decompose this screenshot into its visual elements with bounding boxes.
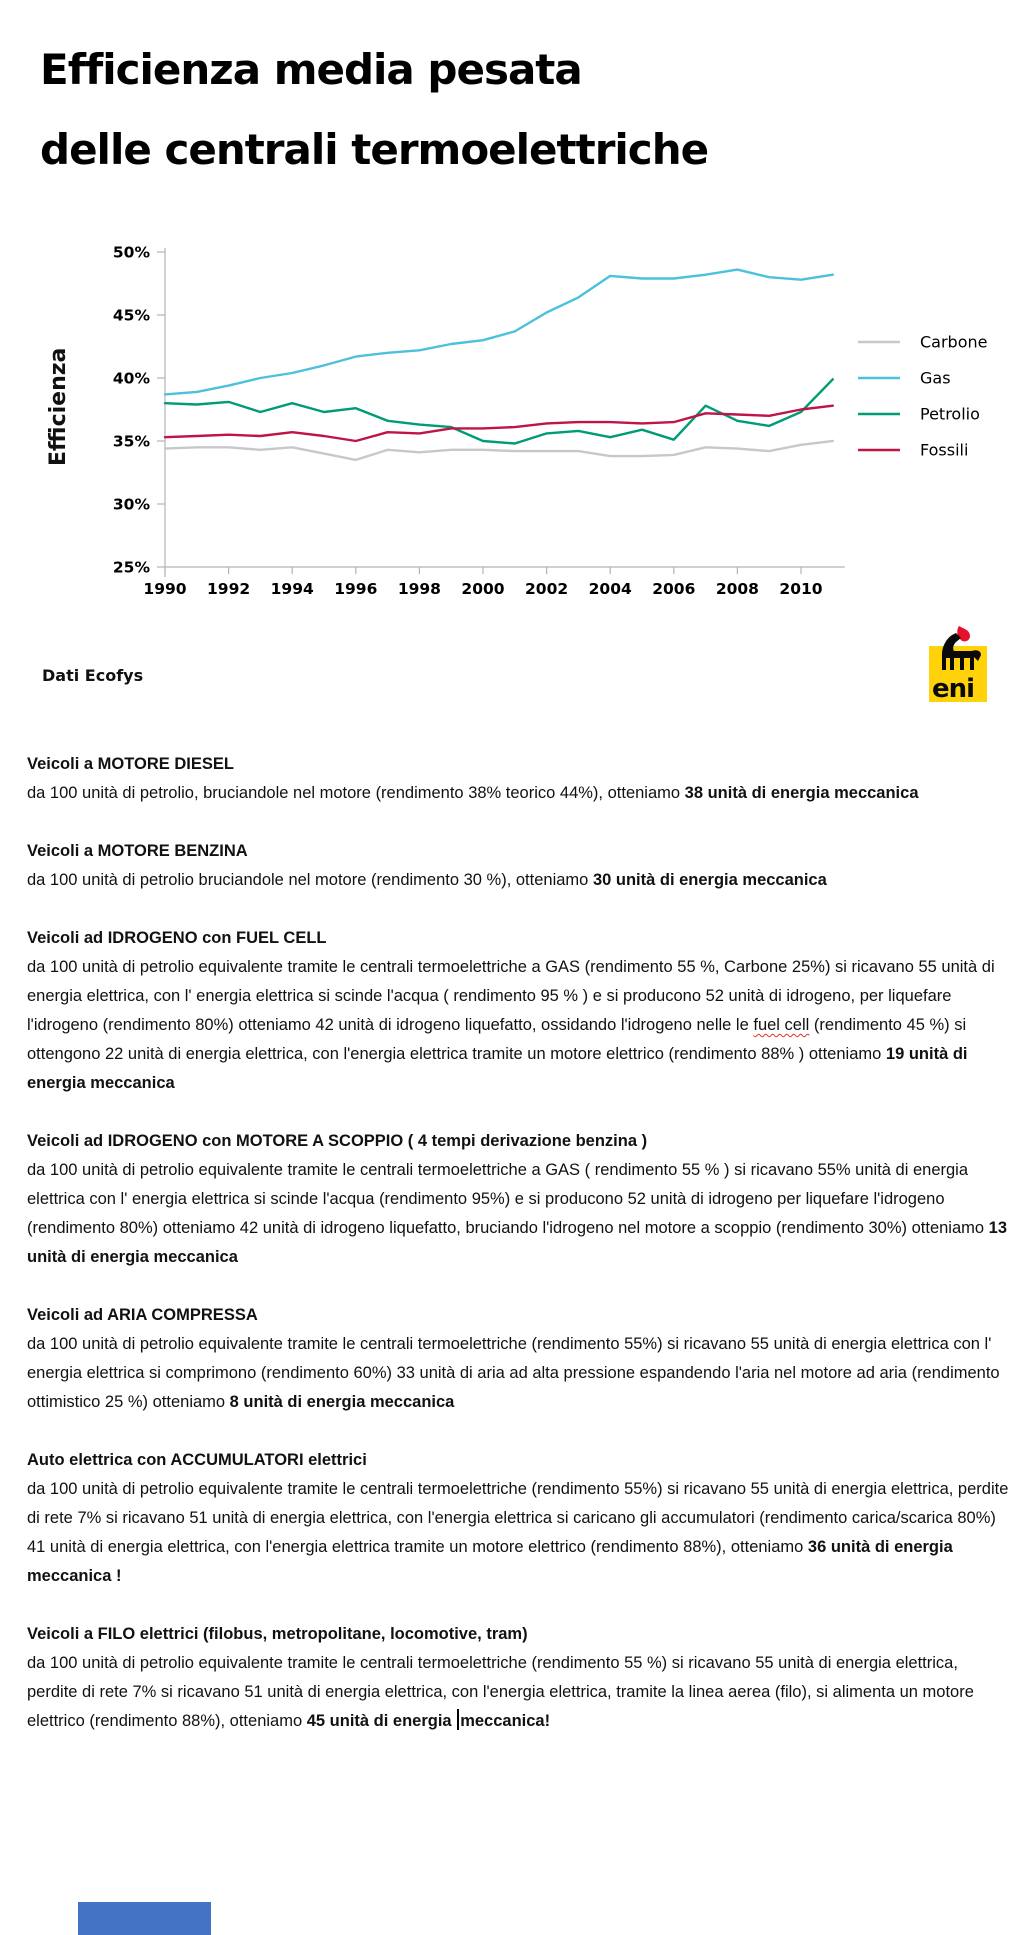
body-text-run: da 100 unità di petrolio equivalente tramite le centrali termoelettriche (rendimento 55%) si ricavano 55 unità di energia elettrica, perdite di rete 7% si ricavano 51 unità di energia elettrica, con l'energia elettrica si caricano gli accumulatori (rendimento carica/scarica 80%) 41 unità di energia elettrica, con l'energia elettrica tramite un motore elettrico (rendimento 88%), otteniamo [27, 1480, 1009, 1556]
body-text-run: da 100 unità di petrolio bruciandole nel motore (rendimento 30 %), otteniamo [27, 871, 593, 889]
series-line-carbone [165, 441, 833, 460]
x-axis-tick-label: 2010 [779, 580, 823, 598]
source-note: Dati Ecofys [42, 666, 144, 685]
body-text-run: 45 unità di energia [306, 1712, 457, 1730]
body-text-run: da 100 unità di petrolio, bruciandole nel motore (rendimento 38% teorico 44%), otteniamo [27, 784, 685, 802]
text-section[interactable] [27, 924, 1012, 1098]
series-line-gas [165, 270, 833, 395]
text-cursor [457, 1709, 459, 1730]
section-heading: Auto elettrica con ACCUMULATORI elettrici [27, 1451, 367, 1469]
eni-logo-text: eni [932, 674, 975, 702]
y-axis-tick-label: 40% [112, 369, 150, 388]
body-text-run: 13 unità di energia meccanica [27, 1219, 1008, 1266]
text-section[interactable] [27, 1446, 1012, 1591]
legend-label-gas: Gas [920, 368, 951, 388]
section-heading: Veicoli a MOTORE BENZINA [27, 842, 248, 860]
section-paragraph [27, 1649, 1012, 1736]
text-section[interactable] [27, 750, 1012, 808]
eni-logo [928, 624, 988, 702]
y-axis-tick-label: 30% [112, 495, 150, 514]
y-axis-tick-label: 45% [112, 306, 150, 325]
legend-label-carbone: Carbone [920, 332, 988, 352]
x-axis-tick-label: 2006 [652, 580, 696, 598]
page-title [40, 30, 708, 190]
x-axis-tick-label: 2002 [525, 580, 569, 598]
x-axis-tick-label: 2000 [461, 580, 505, 598]
section-heading: Veicoli ad IDROGENO con MOTORE A SCOPPIO ( 4 tempi derivazione benzina ) [27, 1132, 648, 1150]
body-text-run: 19 unità di energia meccanica [27, 1045, 968, 1092]
y-axis-tick-label: 50% [112, 243, 150, 262]
section-paragraph [27, 953, 1012, 1098]
section-heading: Veicoli a MOTORE DIESEL [27, 755, 234, 773]
x-axis-tick-label: 1990 [143, 580, 187, 598]
x-axis-tick-label: 1996 [334, 580, 378, 598]
x-axis-tick-label: 2008 [715, 580, 759, 598]
legend-label-petrolio: Petrolio [920, 404, 980, 424]
x-axis-tick-label: 1992 [207, 580, 251, 598]
series-line-petrolio [165, 379, 833, 443]
spellcheck-flagged-text: fuel cell [753, 1016, 810, 1034]
section-heading: Veicoli ad IDROGENO con FUEL CELL [27, 929, 327, 947]
section-paragraph [27, 1156, 1012, 1272]
text-section[interactable] [27, 1620, 1012, 1736]
body-text-run: (rendimento 45 %) si ottengono 22 unità di energia elettrica, con l'energia elettrica tramite un motore elettrico (rendimento 88% ) otteniamo [27, 1016, 967, 1063]
x-axis-tick-label: 1994 [270, 580, 314, 598]
y-axis-title: Efficienza [46, 347, 71, 466]
section-heading: Veicoli ad ARIA COMPRESSA [27, 1306, 258, 1324]
body-text-run: da 100 unità di petrolio equivalente tramite le centrali termoelettriche (rendimento 55 %) si ricavano 55 unità di energia elettrica, perdite di rete 7% si ricavano 51 unità di energia elettrica, con l'energia elettrica, tramite la linea aerea (filo), si alimenta un motore elettrico (rendimento 88%), otteniamo [27, 1654, 974, 1730]
body-text-run: 38 unità di energia meccanica [684, 784, 919, 802]
body-text-run: da 100 unità di petrolio equivalente tramite le centrali termoelettriche (rendimento 55%) si ricavano 55 unità di energia elettrica con l' energia elettrica si comprimono (rendimento 60%) 33 unità di aria ad alta pressione espandendo l'aria nel motore ad aria (rendimento ottimistico 25 %) otteniamo [27, 1335, 1000, 1411]
text-section[interactable] [27, 837, 1012, 895]
x-axis-tick-label: 1998 [397, 580, 441, 598]
x-axis-tick-label: 2004 [588, 580, 632, 598]
sections[interactable] [27, 750, 1012, 1765]
y-axis-tick-label: 25% [112, 558, 150, 577]
section-paragraph [27, 779, 1012, 808]
body-text-run: da 100 unità di petrolio equivalente tramite le centrali termoelettriche a GAS (rendimento 55 %, Carbone 25%) si ricavano 55 unità di energia elettrica, con l' energia elettrica si scinde l'acqua ( rendimento 95 % ) e si producono 52 unità di idrogeno, per liquefare l'idrogeno (rendimento 80%) otteniamo 42 unità di idrogeno liquefatto, ossidando l'idrogeno nelle le [27, 958, 995, 1034]
body-text-run: meccanica! [460, 1712, 551, 1730]
text-section[interactable] [27, 1301, 1012, 1417]
page-title-line1: Efficienza media pesata [40, 45, 582, 94]
section-paragraph [27, 866, 1012, 895]
efficiency-chart [0, 185, 1033, 615]
body-text-run: da 100 unità di petrolio equivalente tramite le centrali termoelettriche a GAS ( rendimento 55 % ) si ricavano 55% unità di energia elettrica con l' energia elettrica si scinde l'acqua (rendimento 95%) e si producono 52 unità di idrogeno per liquefare l'idrogeno (rendimento 80%) otteniamo 42 unità di idrogeno liquefatto, bruciando l'idrogeno nel motore a scoppio (rendimento 30%) otteniamo [27, 1161, 989, 1237]
section-heading: Veicoli a FILO elettrici (filobus, metropolitane, locomotive, tram) [27, 1625, 528, 1643]
bottom-blue-bar[interactable] [78, 1902, 211, 1935]
body-text-run: 8 unità di energia meccanica [229, 1393, 455, 1411]
page-title-line2: delle centrali termoelettriche [40, 125, 709, 174]
section-paragraph [27, 1475, 1012, 1591]
body-text-run: 36 unità di energia meccanica ! [27, 1538, 953, 1585]
text-section[interactable] [27, 1127, 1012, 1272]
section-paragraph [27, 1330, 1012, 1417]
y-axis-tick-label: 35% [112, 432, 150, 451]
legend-label-fossili: Fossili [920, 440, 969, 460]
body-text-run: 30 unità di energia meccanica [592, 871, 827, 889]
